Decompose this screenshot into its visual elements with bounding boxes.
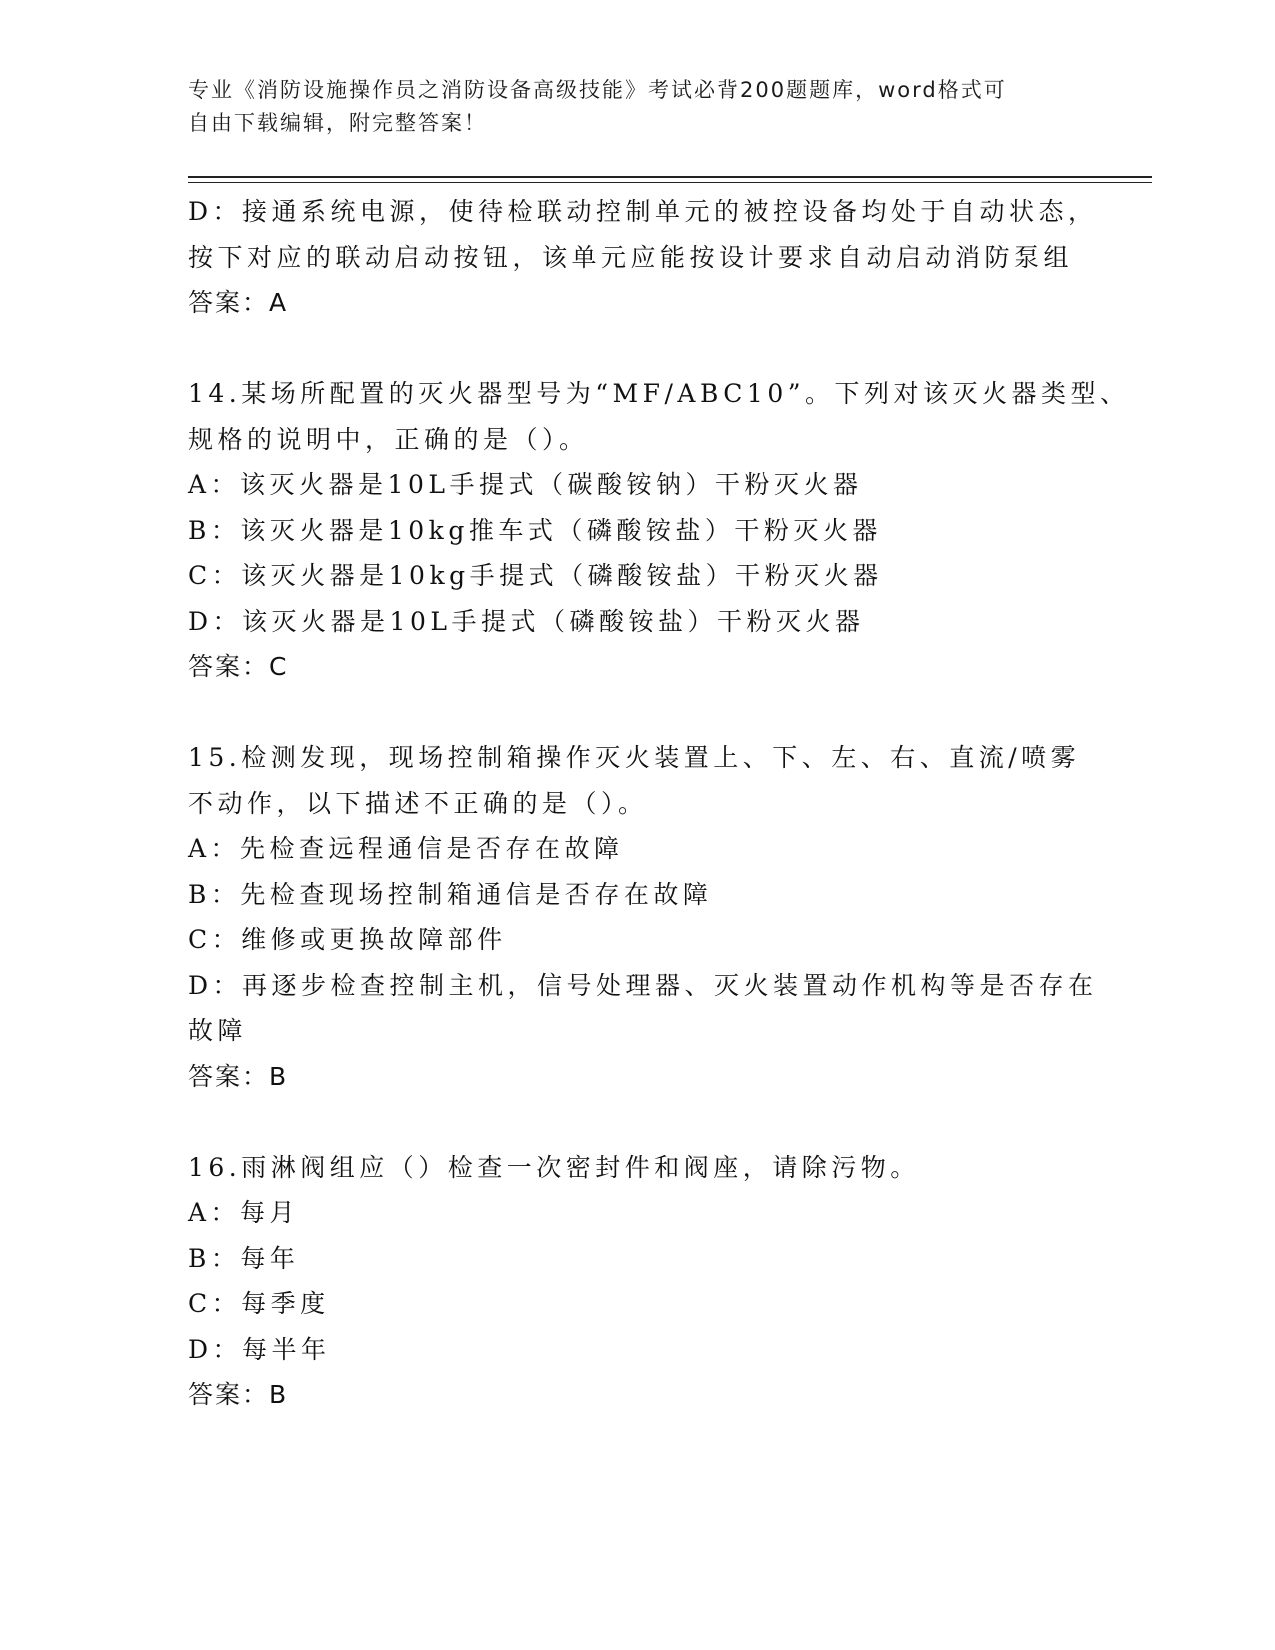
question-13-tail <box>188 189 1098 326</box>
option-d: D：接通系统电源，使待检联动控制单元的被控设备均处于自动状态， <box>188 197 1098 226</box>
answer: 答案：B <box>188 1061 289 1091</box>
question-16 <box>188 1145 1088 1418</box>
question-stem-continued: 不动作，以下描述不正确的是（）。 <box>188 788 648 818</box>
header-divider-thick <box>188 176 1152 178</box>
option-b: B：每年 <box>188 1243 300 1273</box>
question-14 <box>188 371 1130 690</box>
spacer <box>188 1099 1088 1145</box>
option-c: C：每季度 <box>188 1289 330 1318</box>
question-stem: 14.某场所配置的灭火器型号为“MF/ABC10”。下列对该灭火器类型、 <box>188 379 1130 408</box>
answer: 答案：C <box>188 652 289 681</box>
option-d: D：该灭火器是10L手提式（磷酸铵盐）干粉灭火器 <box>188 606 865 636</box>
answer: 答案：A <box>188 288 289 317</box>
document-header <box>188 74 1068 140</box>
option-a: A：先检查远程通信是否存在故障 <box>188 834 624 863</box>
option-d-continued: 故障 <box>188 1016 248 1045</box>
question-stem: 16.雨淋阀组应（）检查一次密封件和阀座，请除污物。 <box>188 1152 920 1182</box>
spacer <box>188 326 1088 372</box>
spacer <box>188 690 1088 736</box>
option-a: A：该灭火器是10L手提式（碳酸铵钠）干粉灭火器 <box>188 470 863 499</box>
question-list <box>188 189 1130 1418</box>
option-d: D：每半年 <box>188 1334 331 1364</box>
option-d-continued: 按下对应的联动启动按钮，该单元应能按设计要求自动启动消防泵组 <box>188 242 1074 272</box>
header-line-1: 专业《消防设施操作员之消防设备高级技能》考试必背200题题库，word格式可 <box>188 78 1007 102</box>
header-line-2: 自由下载编辑，附完整答案！ <box>188 111 487 135</box>
option-a: A：每月 <box>188 1198 300 1227</box>
answer: 答案：B <box>188 1380 289 1409</box>
question-stem-continued: 规格的说明中，正确的是（）。 <box>188 424 589 454</box>
option-c: C：维修或更换故障部件 <box>188 925 507 954</box>
option-b: B：先检查现场控制箱通信是否存在故障 <box>188 879 713 909</box>
question-15 <box>188 735 1098 1099</box>
question-stem: 15.检测发现，现场控制箱操作灭火装置上、下、左、右、直流/喷雾 <box>188 743 1081 772</box>
option-b: B：该灭火器是10kg推车式（磷酸铵盐）干粉灭火器 <box>188 515 882 545</box>
option-c: C：该灭火器是10kg手提式（磷酸铵盐）干粉灭火器 <box>188 561 883 590</box>
header-divider-thin <box>188 182 1152 183</box>
option-d: D：再逐步检查控制主机，信号处理器、灭火装置动作机构等是否存在 <box>188 970 1098 1000</box>
